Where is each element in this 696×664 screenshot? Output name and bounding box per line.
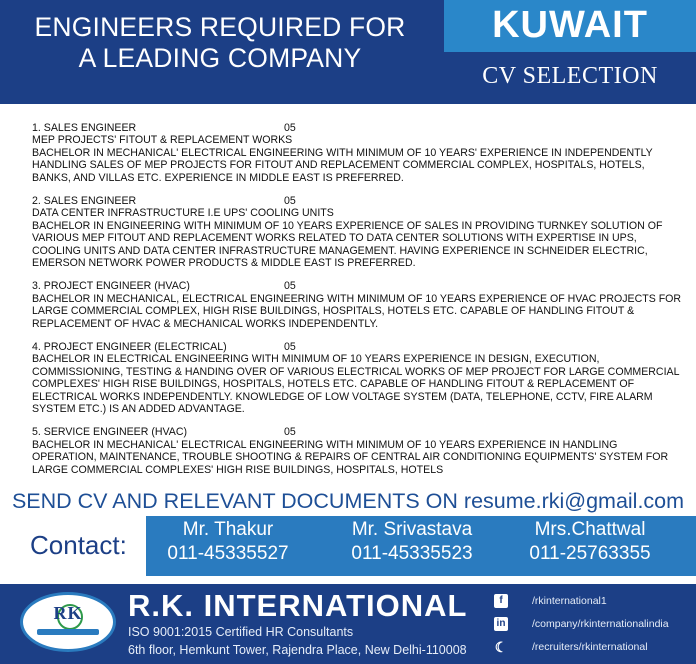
- job-count: 05: [284, 341, 296, 354]
- contact-phone[interactable]: 011-25763355: [529, 543, 651, 564]
- contact-person: [322, 518, 502, 566]
- job-title: 3. PROJECT ENGINEER (HVAC): [32, 280, 190, 293]
- contact-name: Mrs.Chattwal: [534, 519, 646, 540]
- headline: [0, 12, 440, 74]
- naukri-icon: ☾: [494, 639, 508, 655]
- job-title: 5. SERVICE ENGINEER (HVAC): [32, 426, 188, 439]
- iso-certification: ISO 9001:2015 Certified HR Consultants: [128, 625, 354, 639]
- job-subtitle: MEP PROJECTS' FITOUT & REPLACEMENT WORKS: [32, 134, 293, 147]
- contact-phone[interactable]: 011-45335527: [167, 543, 289, 564]
- job-item: [32, 122, 682, 184]
- job-item: [32, 426, 682, 476]
- job-description: BACHELOR IN ELECTRICAL ENGINEERING WITH MINIMUM OF 10 YEARS EXPERIENCE IN DESIGN, EXECUTION, COMMISSIONING, TESTING & HANDING OVER OF VARIOUS ELECTRICAL WORKS OF MEP PROJECT FOR LARGE COMMERCIAL COMPLEXES' HIGH RISE BUILDINGS, HOSPITALS, HOTELS ETC. CAPABLE OF HANDLING FITOUT & REPLACEMENT OF ELECTRICAL WORKS INDEPENDENTLY. KNOWLEDGE OF LOW VOLTAGE SYSTEM (DATA, TELEPHONE, CCTV, FIRE ALARM SYSTEM ETC.) IS AN ADDED ADVANTAGE.: [32, 353, 680, 416]
- job-item: [32, 195, 682, 269]
- job-description: BACHELOR IN MECHANICAL' ELECTRICAL ENGINEERING WITH MINIMUM OF 10 YEARS EXPERIENCE IN HANDLING OPERATION, MAINTENANCE, TROUBLE SHOOTING & REPAIRS OF CENTRAL AIR CONDITIONING EQUIPMENTS' SYSTEM FOR LARGE COMMERCIAL COMPLEXES' HIGH RISE BUILDINGS, HOSPITALS, HOTELS: [32, 438, 669, 476]
- cv-selection-label: CV SELECTION: [482, 63, 658, 89]
- job-item: [32, 341, 682, 415]
- job-count: 05: [284, 122, 296, 134]
- social-handle[interactable]: /rkinternational1: [532, 595, 607, 607]
- job-description: BACHELOR IN ENGINEERING WITH MINIMUM OF 10 YEARS EXPERIENCE OF SALES IN PROVIDING TURNKEY SOLUTION OF VARIOUS MEP FITOUT AND REPLACEMENT WORKS RELATED TO DATA CENTER SOLUTIONS WITH EXPERTISE IN UPS, COOLING UNITS AND DATA CENTER INFRASTRUCTURE MANAGEMENT. HAVING EXPERIENCE IN SCHNEIDER ELECTRIC, EMERSON NETWORK POWER PRODUCTS & MIDDLE EAST IS PREFERRED.: [32, 219, 663, 270]
- social-links: [486, 592, 696, 661]
- company-address: 6th floor, Hemkunt Tower, Rajendra Place, New Delhi-110008: [128, 643, 467, 657]
- headline-line-2: A LEADING COMPANY: [78, 43, 362, 73]
- contact-name: Mr. Thakur: [182, 519, 274, 540]
- job-title: 4. PROJECT ENGINEER (ELECTRICAL): [32, 341, 227, 354]
- send-cv-line: SEND CV AND RELEVANT DOCUMENTS ON resume.rki@gmail.com: [11, 489, 685, 513]
- contact-person: [138, 518, 318, 566]
- social-link[interactable]: [486, 638, 696, 661]
- job-subtitle: DATA CENTER INFRASTRUCTURE I.E UPS' COOLING UNITS: [32, 207, 334, 220]
- contact-label: Contact:: [30, 530, 127, 560]
- company-logo: [20, 592, 116, 652]
- job-count: 05: [284, 280, 296, 293]
- company-name: R.K. INTERNATIONAL: [128, 588, 468, 623]
- social-handle[interactable]: /company/rkinternationalindia: [532, 618, 669, 630]
- contact-name: Mr. Srivastava: [351, 519, 473, 540]
- headline-line-1: ENGINEERS REQUIRED FOR: [34, 12, 406, 42]
- location-block: [444, 0, 696, 104]
- contact-phone[interactable]: 011-45335523: [351, 543, 473, 564]
- job-description: BACHELOR IN MECHANICAL, ELECTRICAL ENGINEERING WITH MINIMUM OF 10 YEARS EXPERIENCE OF HVAC PROJECTS FOR LARGE COMMERCIAL COMPLEX, HIGH RISE BUILDINGS, HOSPITALS, HOTELS ETC. CAPABLE OF HANDLING FITOUT & REPLACEMENT OF HVAC & MECHANICAL WORKS INDEPENDENTLY.: [32, 292, 682, 330]
- header-banner: [0, 0, 696, 104]
- contact-person: [500, 518, 680, 566]
- location-label: KUWAIT: [444, 0, 696, 52]
- social-link[interactable]: [486, 592, 696, 615]
- facebook-icon: f: [494, 594, 508, 608]
- logo-ribbon: [37, 629, 99, 635]
- job-description: BACHELOR IN MECHANICAL' ELECTRICAL ENGINEERING WITH MINIMUM OF 10 YEARS' EXPERIENCE IN INDEPENDENTLY HANDLING SALES OF MEP PROJECTS FOR FITOUT AND REPLACEMENT COMMERCIAL COMPLEX, HOSPITALS, HOTELS, BANKS, AND VILLAS ETC. EXPERIENCE IN MIDDLE EAST IS PREFERRED.: [32, 146, 653, 184]
- job-title: 2. SALES ENGINEER: [32, 195, 137, 208]
- social-handle[interactable]: /recruiters/rkinternational: [532, 641, 648, 653]
- job-item: [32, 280, 682, 330]
- linkedin-icon: in: [494, 617, 508, 631]
- job-count: 05: [284, 426, 296, 439]
- job-list: [32, 122, 682, 487]
- job-title: 1. SALES ENGINEER: [32, 122, 137, 134]
- social-link[interactable]: [486, 615, 696, 638]
- job-count: 05: [284, 195, 296, 208]
- logo-text: RK: [53, 603, 83, 623]
